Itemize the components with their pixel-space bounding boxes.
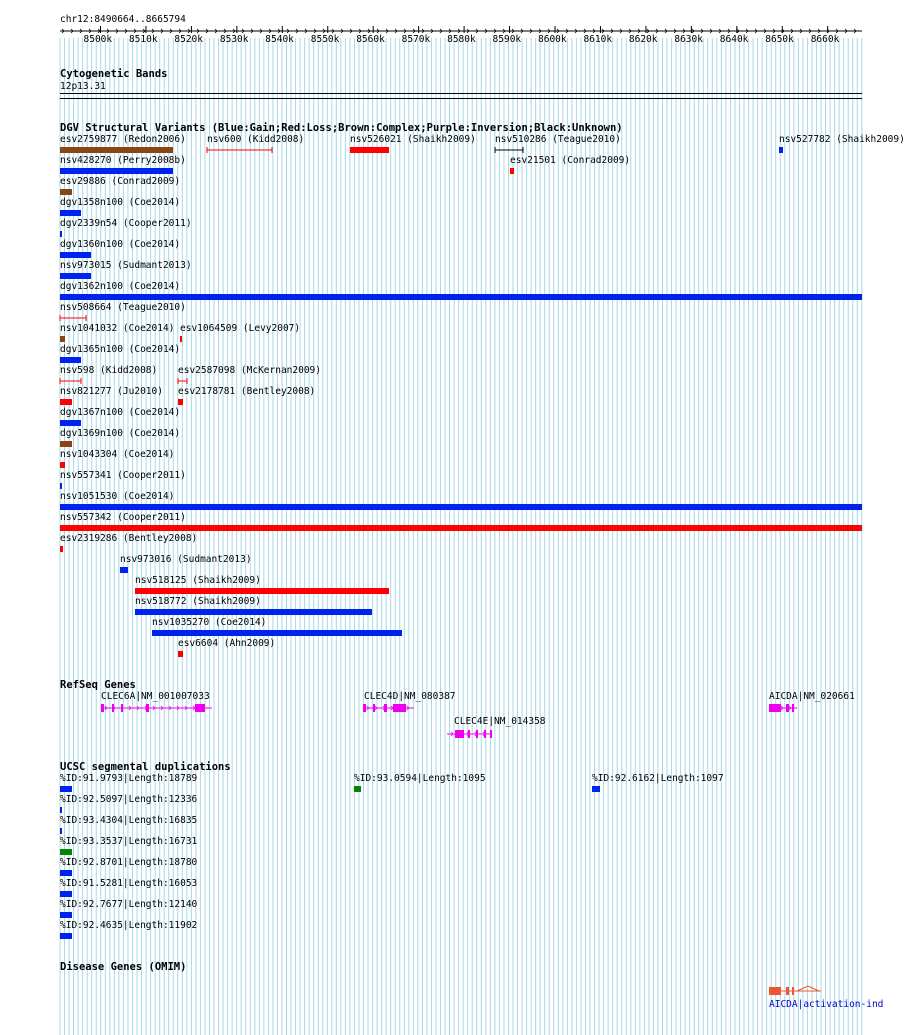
ruler-tick-label: 8600k (538, 34, 567, 45)
dgv-variant-bar (779, 147, 783, 153)
segdup-track-title[interactable]: UCSC segmental duplications (60, 761, 231, 773)
ruler-tick-label: 8610k (583, 34, 613, 45)
dgv-variant-label[interactable]: nsv557342 (Cooper2011) (60, 512, 186, 523)
dgv-variant-label[interactable]: nsv821277 (Ju2010) (60, 386, 163, 397)
gene-label-clec4d[interactable]: CLEC4D|NM_080387 (364, 691, 456, 702)
omim-intron-arc (797, 986, 819, 991)
dgv-variant-label[interactable]: nsv598 (Kidd2008) (60, 365, 158, 376)
dgv-variant-label[interactable]: esv2178781 (Bentley2008) (178, 386, 316, 397)
ruler-tick-label: 8550k (310, 34, 340, 45)
omim-exon (786, 987, 789, 995)
omim-exon (792, 987, 794, 995)
dgv-variant-bar (60, 147, 173, 153)
aicda-gene-exon (792, 704, 794, 712)
ruler-tick-label: 8640k (719, 34, 749, 45)
ruler-tick-label: 8510k (128, 34, 158, 45)
dgv-variant-label[interactable]: dgv1367n100 (Coe2014) (60, 407, 181, 418)
ruler-tick-label: 8500k (83, 34, 113, 45)
segdup-label[interactable]: %ID:91.9793|Length:18789 (60, 773, 198, 784)
omim-track-title[interactable]: Disease Genes (OMIM) (60, 961, 187, 973)
dgv-variant-bar (60, 231, 62, 237)
cytoband-label: 12p13.31 (60, 81, 106, 92)
dgv-variant-bar (350, 147, 389, 153)
dgv-variant-label[interactable]: nsv557341 (Cooper2011) (60, 470, 186, 481)
ruler-tick-label: 8570k (401, 34, 431, 45)
clec4d-gene-exon (393, 704, 403, 712)
dgv-variant-bar (60, 399, 72, 405)
dgv-variant-label[interactable]: nsv973015 (Sudmant2013) (60, 260, 192, 271)
gene-label-clec6a[interactable]: CLEC6A|NM_001007033 (101, 691, 210, 702)
dgv-variant-label[interactable]: nsv1035270 (Coe2014) (152, 617, 267, 628)
dgv-variant-bar (60, 168, 173, 174)
ruler-tick-label: 8580k (447, 34, 476, 45)
dgv-variant-label[interactable]: esv2759877 (Redon2006) (60, 134, 186, 145)
clec4d-gene-exon (363, 704, 366, 712)
dgv-track-title[interactable]: DGV Structural Variants (Blue:Gain;Red:Loss;Brown:Complex;Purple:Inversion;Black:Unknown) (60, 122, 623, 134)
dgv-variant-label[interactable]: dgv1369n100 (Coe2014) (60, 428, 181, 439)
segdup-label[interactable]: %ID:92.7677|Length:12140 (60, 899, 198, 910)
dgv-variant-bar (178, 651, 183, 657)
dgv-variant-label[interactable]: esv2587098 (McKernan2009) (178, 365, 321, 376)
segdup-label[interactable]: %ID:91.5281|Length:16053 (60, 878, 198, 889)
dgv-variant-label[interactable]: nsv510286 (Teague2010) (495, 134, 621, 145)
dgv-variant-label[interactable]: nsv518772 (Shaikh2009) (135, 596, 261, 607)
dgv-variant-label[interactable]: dgv2339n54 (Cooper2011) (60, 218, 192, 229)
ruler-tick-label: 8520k (174, 34, 203, 45)
ruler-tick-label: 8540k (265, 34, 294, 45)
dgv-variant-label[interactable]: nsv1051530 (Coe2014) (60, 491, 175, 502)
clec6a-gene-exon (195, 704, 205, 712)
segdup-label[interactable]: %ID:92.6162|Length:1097 (592, 773, 724, 784)
dgv-variant-label[interactable]: nsv508664 (Teague2010) (60, 302, 186, 313)
dgv-variant-label[interactable]: dgv1360n100 (Coe2014) (60, 239, 181, 250)
segdup-label[interactable]: %ID:92.8701|Length:18780 (60, 857, 198, 868)
dgv-variant-bar (60, 462, 65, 468)
dgv-variant-label[interactable]: esv29886 (Conrad2009) (60, 176, 181, 187)
dgv-variant-label[interactable]: dgv1358n100 (Coe2014) (60, 197, 181, 208)
dgv-variant-label[interactable]: nsv1043304 (Coe2014) (60, 449, 175, 460)
dgv-variant-bar (60, 294, 862, 300)
dgv-variant-bar (60, 189, 72, 195)
dgv-variant-bar (60, 441, 72, 447)
clec4e-gene-exon (455, 730, 464, 738)
dgv-variant-bar (180, 336, 182, 342)
dgv-variant-bar (60, 336, 65, 342)
ruler-tick-label: 8560k (356, 34, 385, 45)
dgv-variant-bar (135, 588, 389, 594)
dgv-variant-label[interactable]: nsv973016 (Sudmant2013) (120, 554, 252, 565)
dgv-variant-label[interactable]: esv6604 (Ahn2009) (178, 638, 276, 649)
dgv-variant-label[interactable]: nsv600 (Kidd2008) (207, 134, 305, 145)
ruler-tick-label: 8590k (492, 34, 522, 45)
dgv-variant-bar (152, 630, 402, 636)
ruler-tick-label: 8650k (765, 34, 794, 45)
dgv-variant-label[interactable]: esv2319286 (Bentley2008) (60, 533, 198, 544)
clec6a-gene-exon (121, 704, 123, 712)
dgv-variant-label[interactable]: nsv527782 (Shaikh2009) (779, 134, 905, 145)
clec4d-gene-exon (384, 704, 387, 712)
clec6a-gene-exon (146, 704, 149, 712)
refseq-track-title[interactable]: RefSeq Genes (60, 679, 136, 691)
gene-label-aicda[interactable]: AICDA|NM_020661 (769, 691, 855, 702)
dgv-variant-bar (60, 210, 81, 216)
dgv-variant-label[interactable]: nsv518125 (Shaikh2009) (135, 575, 261, 586)
aicda-gene-exon (786, 704, 789, 712)
dgv-variant-label[interactable]: nsv1041032 (Coe2014) (60, 323, 175, 334)
clec6a-gene-exon (101, 704, 104, 712)
segdup-label[interactable]: %ID:93.4304|Length:16835 (60, 815, 198, 826)
aicda-gene-exon (769, 704, 781, 712)
clec6a-gene-exon (112, 704, 114, 712)
omim-gene-label[interactable]: AICDA|activation-ind (769, 999, 884, 1010)
ruler-position-text: chr12:8490664..8665794 (60, 14, 186, 25)
dgv-variant-bar (60, 273, 91, 279)
dgv-variant-bar (60, 504, 862, 510)
dgv-variant-bar (120, 567, 128, 573)
dgv-variant-label[interactable]: esv21501 (Conrad2009) (510, 155, 631, 166)
ruler-tick-label: 8630k (674, 34, 703, 45)
dgv-variant-bar (60, 546, 63, 552)
dgv-variant-bar (60, 252, 91, 258)
dgv-variant-label[interactable]: nsv428270 (Perry2008b) (60, 155, 186, 166)
dgv-variant-bar (60, 420, 81, 426)
dgv-variant-label[interactable]: nsv526021 (Shaikh2009) (350, 134, 476, 145)
omim-exon (769, 987, 781, 995)
dgv-variant-label[interactable]: esv1064509 (Levy2007) (180, 323, 301, 334)
clec4e-gene-exon (490, 730, 492, 738)
dgv-variant-label[interactable]: dgv1362n100 (Coe2014) (60, 281, 181, 292)
clec4d-gene-exon (373, 704, 375, 712)
ruler-tick-label: 8620k (628, 34, 658, 45)
segdup-label[interactable]: %ID:93.0594|Length:1095 (354, 773, 486, 784)
ruler-tick-label: 8530k (219, 34, 249, 45)
clec4d-gene-exon (402, 704, 406, 712)
ruler-tick-label: 8660k (810, 34, 840, 45)
clec4e-gene-exon (468, 730, 470, 738)
dgv-variant-label[interactable]: dgv1365n100 (Coe2014) (60, 344, 181, 355)
segdup-label[interactable]: %ID:92.5097|Length:12336 (60, 794, 198, 805)
dgv-variant-bar (60, 357, 81, 363)
clec4e-gene-exon (476, 730, 478, 738)
gene-label-clec4e[interactable]: CLEC4E|NM_014358 (454, 716, 546, 727)
dgv-variant-bar (60, 483, 62, 489)
dgv-variant-bar (510, 168, 514, 174)
clec4e-gene-exon (484, 730, 486, 738)
cytoband-track-title[interactable]: Cytogenetic Bands (60, 68, 168, 80)
dgv-variant-bar (178, 399, 183, 405)
dgv-variant-bar (60, 525, 862, 531)
segdup-label[interactable]: %ID:93.3537|Length:16731 (60, 836, 198, 847)
segdup-label[interactable]: %ID:92.4635|Length:11902 (60, 920, 198, 931)
dgv-variant-bar (135, 609, 372, 615)
